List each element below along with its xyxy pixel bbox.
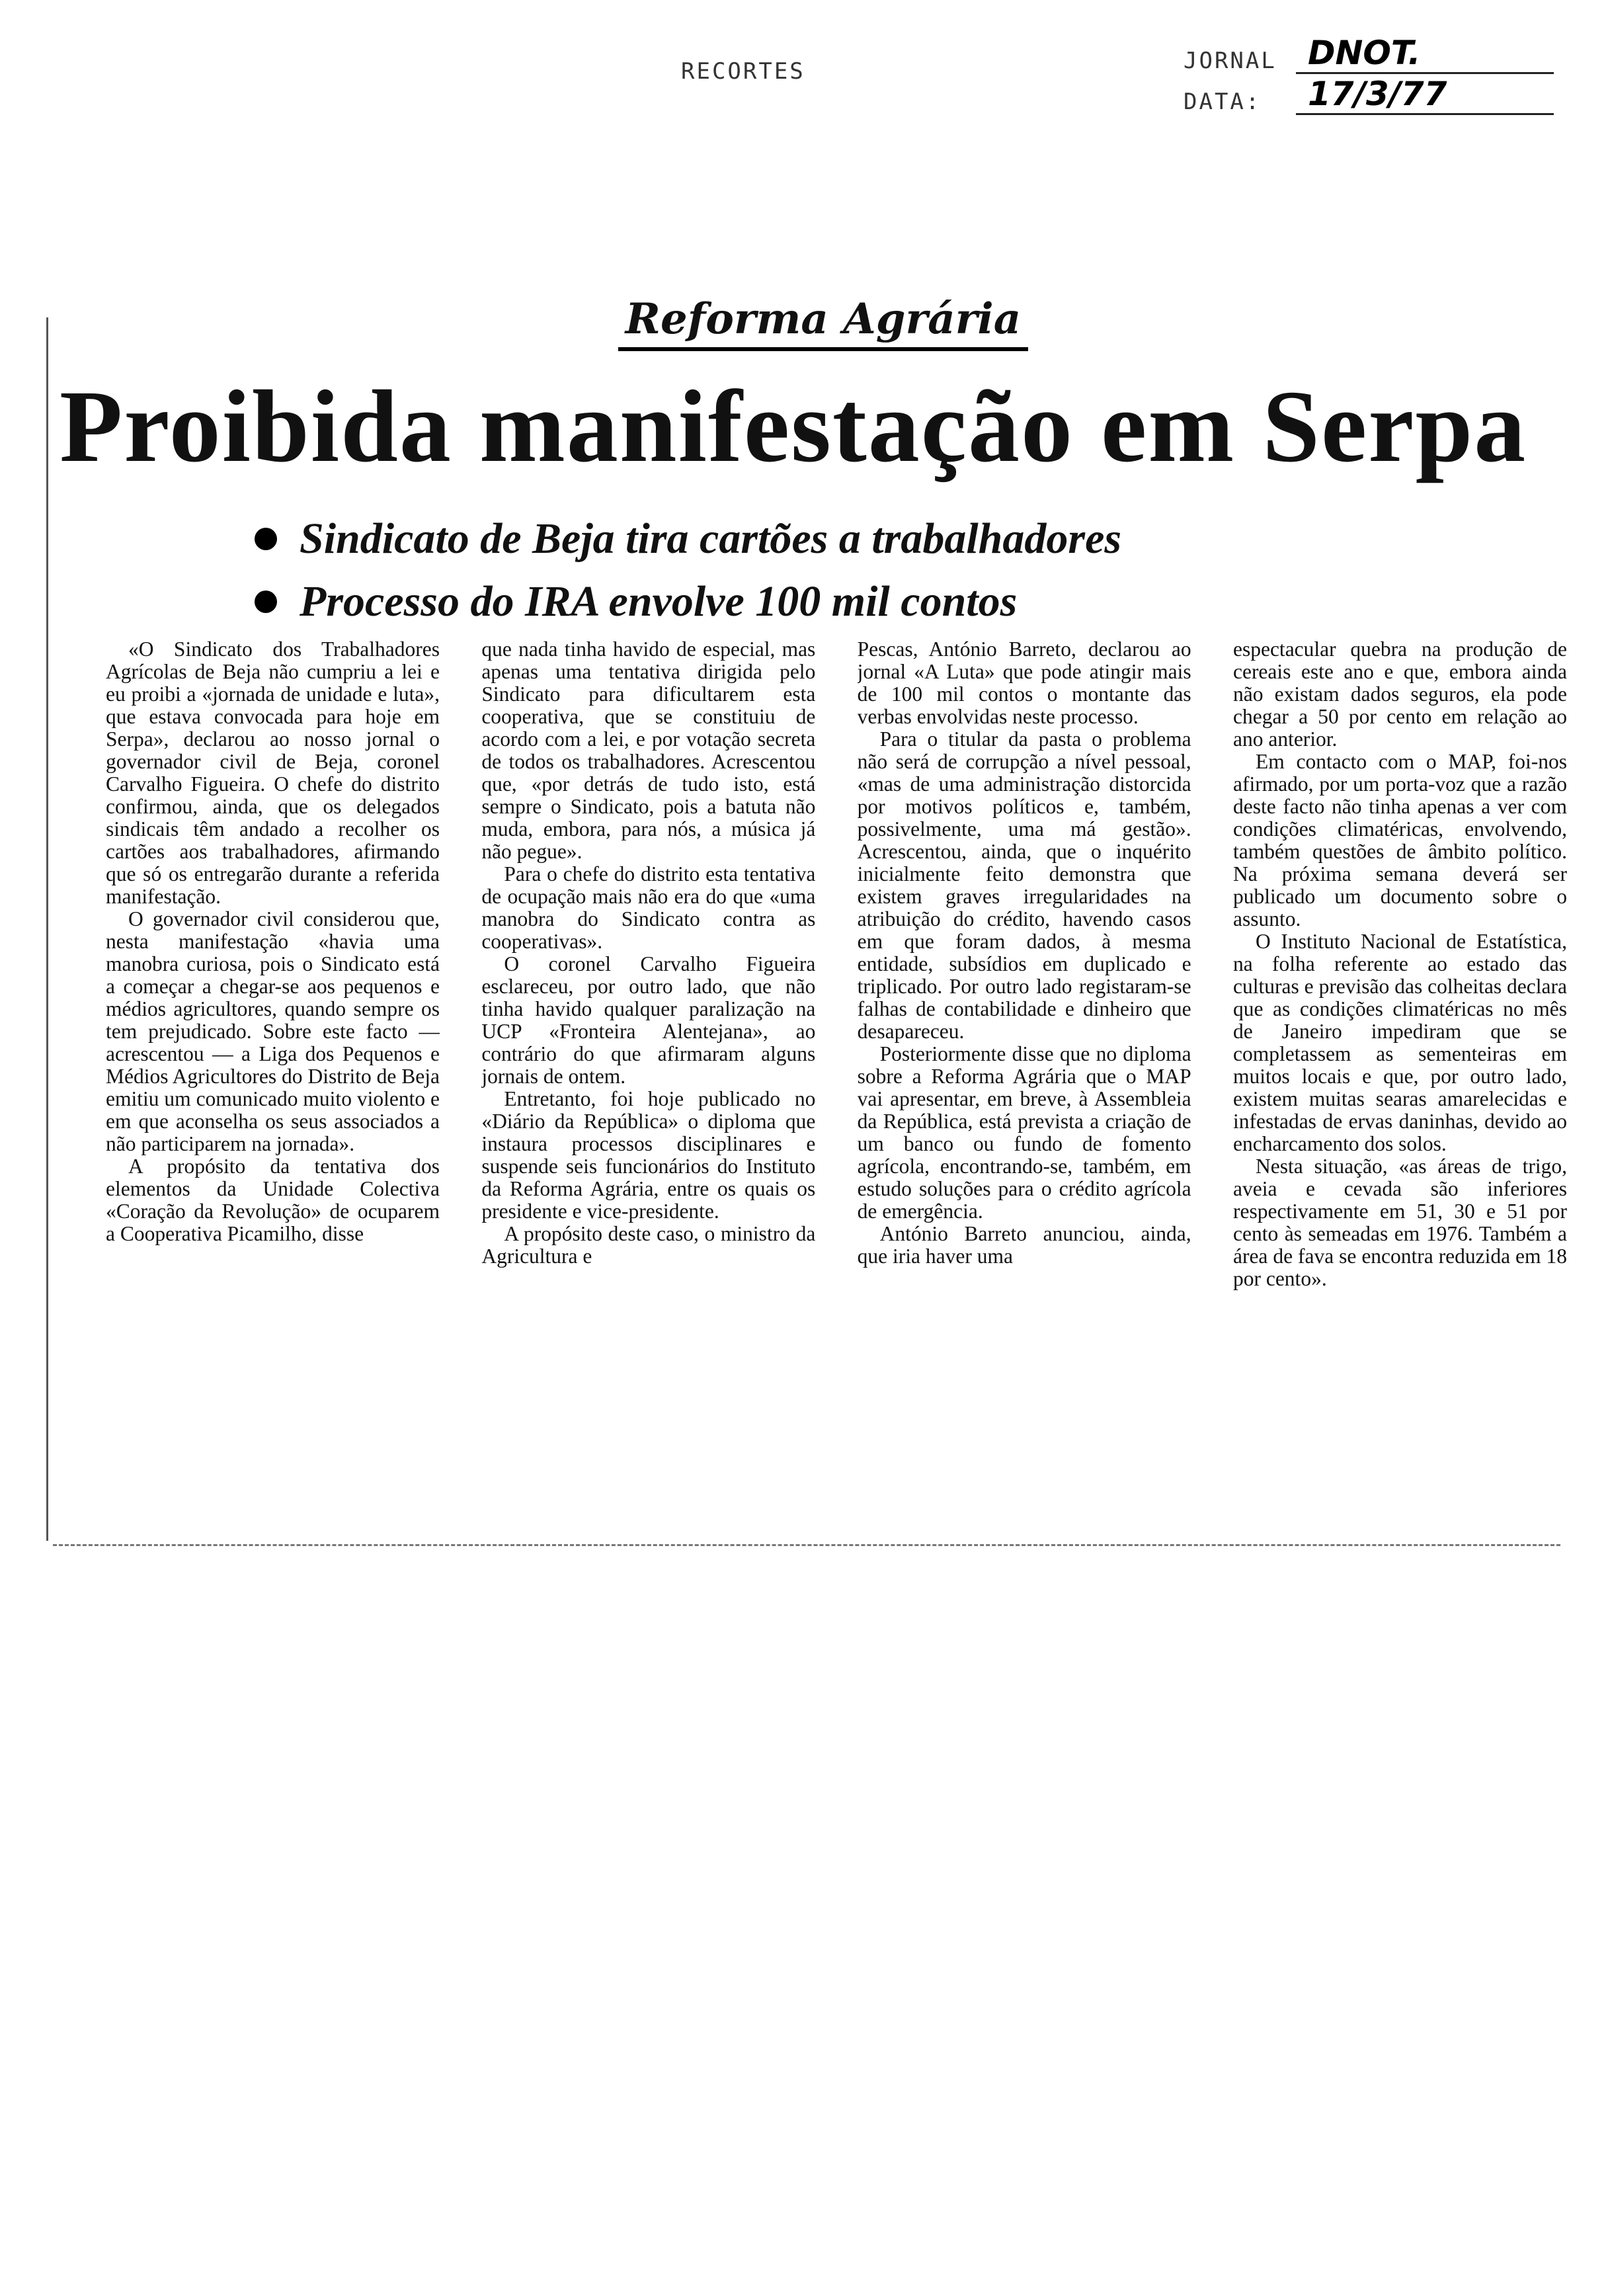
column-4 [1233,638,1567,1538]
journal-label: JORNAL [1184,48,1277,74]
article-body [106,638,1567,1538]
bottom-cut-line [53,1544,1560,1546]
date-label: DATA: [1184,89,1262,115]
article-headline: Proibida manifestação em Serpa [60,369,1527,483]
column-2 [481,638,815,1538]
paragraph: espectacular quebra na produção de cereais este ano e que, embora ainda não existam dados seguros, ela pode chegar a 50 por cento em relação ao ano anterior. [1232,638,1567,751]
paragraph: Nesta situação, «as áreas de trigo, aveia e cevada são inferiores respectivamente em 51, 30 e 51 por cento às semeadas em 1976. Também a área de fava se encontra reduzida em 18 por cento». [1232,1155,1567,1290]
paragraph: António Barreto anunciou, ainda, que iria haver uma [857,1222,1191,1268]
paragraph: Em contacto com o MAP, foi-nos afirmado, por um porta-voz que a razão deste facto não tinha apenas a ver com condições climatéricas, envolvendo, também questões de âmbito político. Na próxima semana deverá ser publicado um documento sobre o assunto. [1232,750,1567,930]
paragraph: que nada tinha havido de especial, mas apenas uma tentativa dirigida pelo Sindicato para dificultarem esta cooperativa, que se constituiu de acordo com a lei, e por votação secreta de todos os trabalhadores. Acrescentou que, «por detrás de tudo isto, está sempre o Sindicato, pois a batuta não muda, embora, para nós, a música já não pegue». [481,638,816,863]
left-cut-line [46,317,48,1541]
paragraph: Para o titular da pasta o problema não será de corrupção a nível pessoal, «mas de uma administração distorcida por motivos políticos e, também, possivelmente, uma má gestão». Acrescentou, ainda, que o inquérito inicialmente feito demonstra que existem graves irregularidades na atribuição do crédito, havendo casos em que foram dados, à mesma entidade, subsídios em duplicado e triplicado. Por outro lado registaram-se falhas de contabilidade e dinheiro que desapareceu. [857,727,1191,1043]
journal-value: DNOT. [1296,34,1554,74]
date-row [1184,74,1554,115]
column-1 [106,638,440,1538]
bullet-icon [255,591,277,613]
paragraph: Para o chefe do distrito esta tentativa de ocupação mais não era do que «uma manobra do Sindicato contra as cooperativas». [481,862,816,953]
paragraph: «O Sindicato dos Trabalhadores Agrícolas de Beja não cumpriu a lei e eu proibi a «jornada de unidade e luta», que estava convocada para hoje em Serpa», declarou ao nosso jornal o governador civil de Beja, coronel Carvalho Figueira. O chefe do distrito confirmou, ainda, que os delegados sindicais têm andado a recolher os cartões aos trabalhadores, afirmando que só os entregarão durante a referida manifestação. [106,638,440,908]
clipping-stamp [1184,33,1554,115]
paragraph: O Instituto Nacional de Estatística, na folha referente ao estado das culturas e previsão das colheitas declara que as condições climatéricas no mês de Janeiro impediram que se completassem as sementeiras em muitos locais e que, por outro lado, existem muitas searas amarelecidas e infestadas de ervas daninhas, devido ao encharcamento dos solos. [1232,930,1567,1155]
paragraph: Pescas, António Barreto, declarou ao jornal «A Luta» que pode atingir mais de 100 mil contos o montante das verbas envolvidas neste processo. [857,638,1191,728]
subheadline-2 [255,575,1511,628]
date-value: 17/3/77 [1296,75,1554,115]
paragraph: O governador civil considerou que, nesta manifestação «havia uma manobra curiosa, pois o Sindicato está a começar a chegar-se aos pequenos e médios agricultores, quando sempre os tem prejudicado. Sobre este facto — acrescentou — a Liga dos Pequenos e Médios Agricultores do Distrito de Beja emitiu um comunicado muito violento e em que aconselha os seus associados a não participarem na jornada». [106,907,440,1155]
paragraph: A propósito da tentativa dos elementos da Unidade Colectiva «Coração da Revolução» de ocuparem a Cooperativa Picamilho, disse [106,1155,440,1245]
journal-row [1184,33,1554,74]
paragraph: A propósito deste caso, o ministro da Agricultura e [481,1222,816,1268]
paragraph: Posteriormente disse que no diploma sobre a Reforma Agrária que o MAP vai apresentar, em breve, à Assembleia da República, está prevista a criação de um banco ou fundo de fomento agrícola, encontrando-se, também, em estudo soluções para o crédito agrícola de emergência. [857,1042,1191,1223]
section-kicker: Reforma Agrária [618,294,1028,351]
clippings-stamp-title: RECORTES [681,58,805,85]
subheadline-1 [255,512,1511,565]
subheadline-1-text: Sindicato de Beja tira cartões a trabalhadores [300,514,1122,563]
column-3 [858,638,1191,1538]
paragraph: Entretanto, foi hoje publicado no «Diário da República» o diploma que instaura processos disciplinares e suspende seis funcionários do Instituto da Reforma Agrária, entre os quais os presidente e vice-presidente. [481,1087,816,1223]
subheadline-2-text: Processo do IRA envolve 100 mil contos [300,577,1018,626]
paragraph: O coronel Carvalho Figueira esclareceu, por outro lado, que não tinha havido qualquer paralização na UCP «Fronteira Alentejana», ao contrário do que afirmaram alguns jornais de ontem. [481,952,816,1088]
bullet-icon [255,528,277,550]
